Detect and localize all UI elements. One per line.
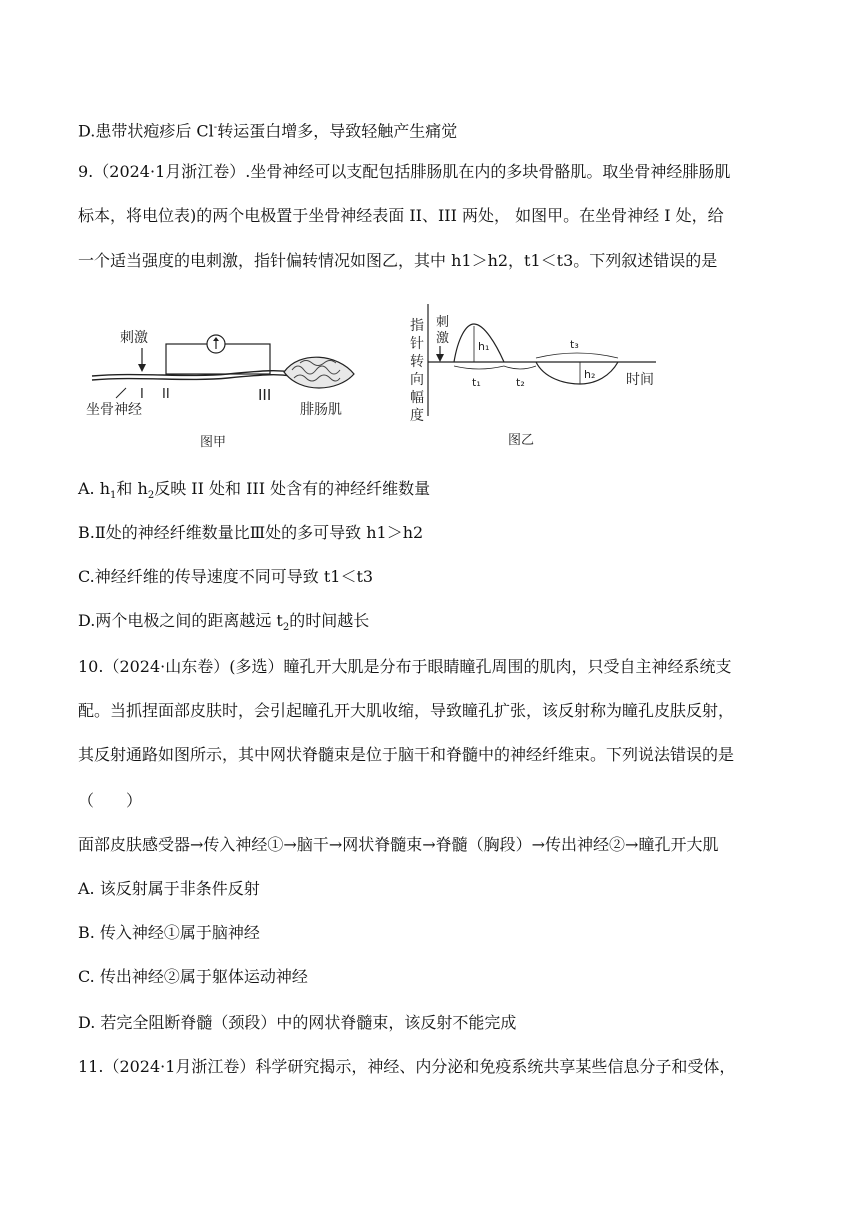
fig-b-t1: t₁: [472, 376, 481, 389]
fig-b-ylabel-2: 转: [410, 354, 424, 370]
nerve-pointer: [116, 388, 126, 398]
option-text: D.患带状疱疹后 Cl: [78, 121, 214, 141]
fig-b-h2: h₂: [584, 368, 596, 381]
q10-stem-line3: 其反射通路如图所示，其中网状脊髓束是位于脑干和脊髓中的神经纤维束。下列说法错误的是: [78, 745, 735, 764]
q9-stem-line3: 一个适当强度的电刺激，指针偏转情况如图乙，其中 h1＞h2，t1＜t3。下列叙述错误的是: [78, 251, 718, 270]
fig-a-muscle-label: 腓肠肌: [300, 402, 342, 418]
wave-h2: [536, 362, 618, 384]
fig-b-stim-0: 刺: [436, 315, 450, 330]
q10-stem-line2: 配。当抓捏面部皮肤时，会引起瞳孔开大肌收缩，导致瞳孔扩张，该反射称为瞳孔皮肤反射，: [78, 701, 735, 720]
superscript: -: [213, 122, 218, 133]
fig-a-label-I: I: [140, 387, 144, 402]
figure-b: [404, 298, 664, 458]
q10-option-a: A. 该反射属于非条件反射: [78, 879, 260, 898]
t3-bracket: [536, 353, 618, 358]
fig-b-ylabel-3: 向: [410, 372, 424, 388]
q10-pathway: 面部皮肤感受器→传入神经①→脑干→网状脊髓束→脊髓（胸段）→传出神经②→瞳孔开大肌: [78, 835, 719, 854]
fig-a-nerve-label: 坐骨神经: [86, 402, 142, 418]
t2-bracket: [504, 366, 536, 369]
fig-b-ylabel-5: 度: [410, 408, 424, 424]
q9-option-d: D.两个电极之间的距离越远 $t_2$的时间越长: [78, 611, 370, 634]
fig-a-label-III: III: [258, 386, 272, 404]
fig-a-label-II: II: [162, 387, 170, 402]
q9-option-c: C.神经纤维的传导速度不同可导致 t1＜t3: [78, 567, 374, 586]
fig-b-ylabel-1: 针: [410, 336, 424, 352]
fig-b-t3: t₃: [570, 338, 579, 351]
fig-b-caption: 图乙: [508, 433, 535, 448]
q9-option-a: A. $h_1$和 $h_2$反映 II 处和 III 处含有的神经纤维数量: [78, 479, 431, 502]
fig-b-t2: t₂: [516, 376, 525, 389]
q10-option-d: D. 若完全阻断脊髓（颈段）中的网状脊髓束，该反射不能完成: [78, 1013, 517, 1032]
q10-stem-line1: 10.（2024·山东卷）(多选）瞳孔开大肌是分布于眼睛瞳孔周围的肌肉，只受自主神经系统支: [78, 657, 732, 676]
muscle-shape: [284, 357, 354, 388]
t1-bracket: [454, 366, 504, 369]
fig-a-caption: 图甲: [200, 435, 227, 450]
figure-a: [78, 318, 378, 458]
q10-answer-paren: （ ）: [78, 791, 143, 810]
q9-stem-line1: 9.（2024·1月浙江卷）.坐骨神经可以支配包括腓肠肌在内的多块骨骼肌。取坐骨神经腓肠肌: [78, 162, 731, 181]
fig-b-ylabel-4: 幅: [410, 390, 424, 406]
fig-b-h1: h₁: [478, 340, 490, 353]
fig-b-stim-1: 激: [436, 331, 450, 346]
q11-stem-line1: 11.（2024·1月浙江卷）科学研究揭示，神经、内分泌和免疫系统共享某些信息分子和受体，: [78, 1057, 736, 1076]
stim-arrow-head: [138, 364, 146, 372]
q10-option-b: B. 传入神经①属于脑神经: [78, 923, 260, 942]
q9-stem-line2: 标本，将电位表)的两个电极置于坐骨神经表面 II、III 两处， 如图甲。在坐骨神经 I 处，给: [78, 206, 724, 225]
prev-option-d: [78, 118, 457, 141]
fig-b-xlabel: 时间: [626, 372, 654, 388]
q9-option-b: B.Ⅱ处的神经纤维数量比Ⅲ处的多可导致 h1＞h2: [78, 523, 424, 542]
fig-b-ylabel-0: 指: [410, 318, 424, 334]
fig-b-stim-arrow-head: [436, 354, 444, 362]
option-text: 转运蛋白增多，导致轻触产生痛觉: [217, 121, 458, 141]
fig-a-stim-label: 刺激: [120, 330, 148, 346]
q10-option-c: C. 传出神经②属于躯体运动神经: [78, 967, 308, 986]
